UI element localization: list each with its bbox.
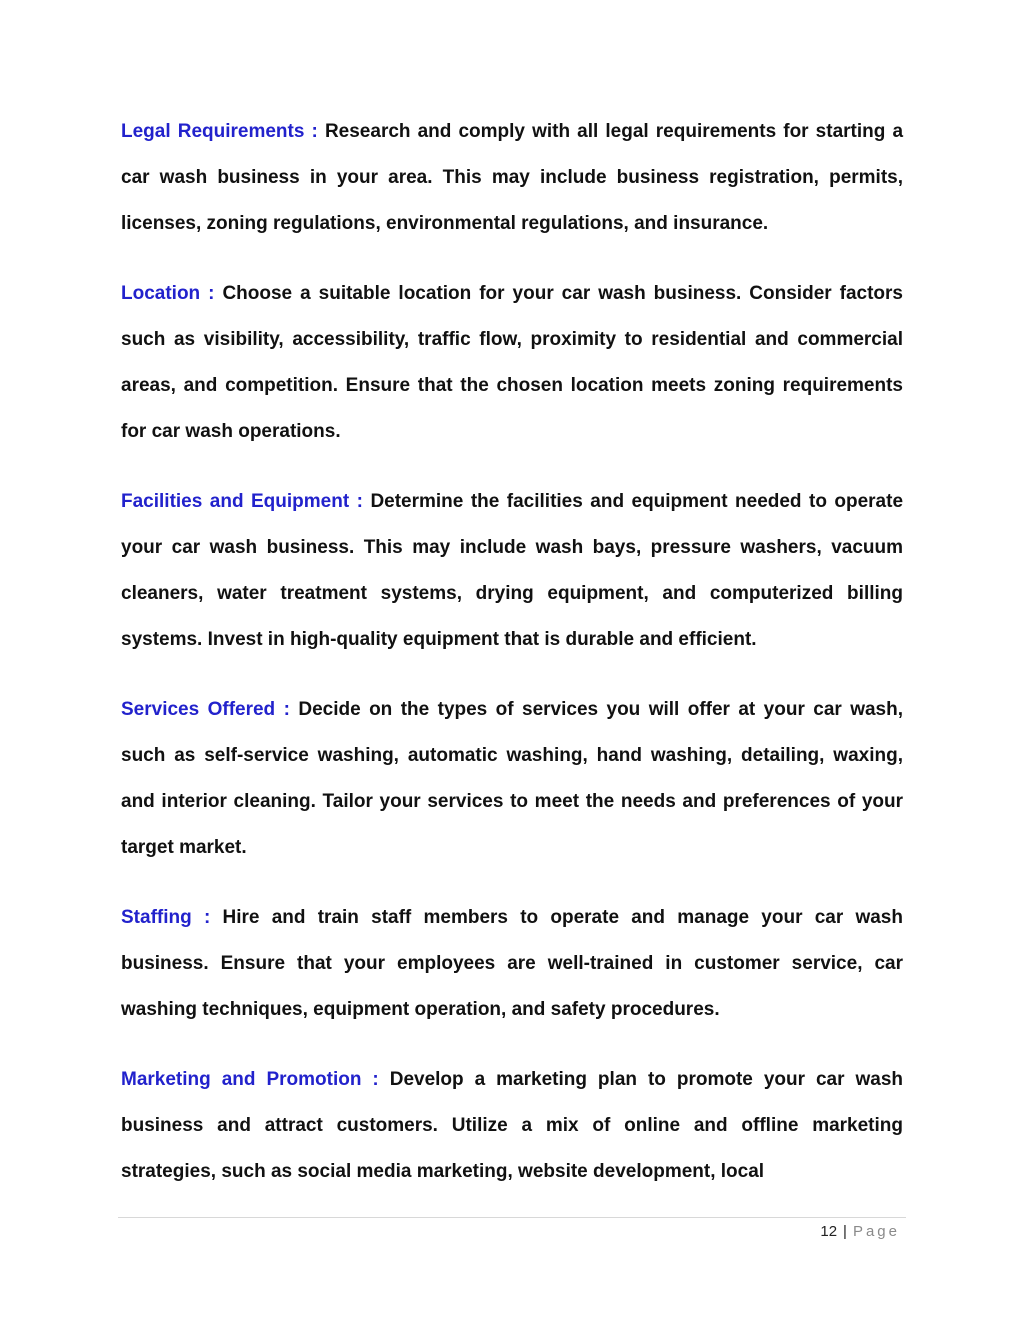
section-label: Services Offered : (121, 699, 290, 720)
section-label: Legal Requirements : (121, 121, 318, 142)
footer-separator: | (843, 1223, 847, 1240)
section-text: Choose a suitable location for your car wash business. Consider factors such as visibility, accessibility, traffic flow, proximity to residential and commercial areas, and competition. Ensure that the chosen location meets zoning requirements for car wash operations. (121, 283, 903, 442)
section-staffing (121, 895, 903, 1033)
section-label: Facilities and Equipment : (121, 491, 363, 512)
footer-divider (118, 1217, 906, 1218)
section-text: Research and comply with all legal requirements for starting a car wash business in your area. This may include business registration, permits, licenses, zoning regulations, environmental regulations, and insurance. (121, 121, 904, 234)
page-word: Page (852, 1223, 900, 1240)
section-text: Decide on the types of services you will offer at your car wash, such as self-service washing, automatic washing, hand washing, detailing, waxing, and interior cleaning. Tailor your services to meet the needs and preferences of your target market. (121, 699, 904, 858)
section-services-offered (121, 687, 903, 871)
section-text: Hire and train staff members to operate and manage your car wash business. Ensure that your employees are well-trained in customer service, car washing techniques, equipment operation, and safety procedures. (121, 907, 903, 1020)
section-marketing-and-promotion (121, 1057, 903, 1195)
section-label: Marketing and Promotion : (121, 1069, 379, 1090)
section-label: Staffing : (121, 907, 211, 928)
section-text: Develop a marketing plan to promote your car wash business and attract customers. Utilize a mix of online and offline marketing strategies, such as social media marketing, website development, local (121, 1069, 903, 1182)
page-footer (820, 1220, 900, 1244)
page-number: 12 (820, 1223, 838, 1240)
section-label: Location : (121, 283, 215, 304)
section-facilities-and-equipment (121, 479, 903, 663)
page-content (121, 109, 903, 1219)
section-text: Determine the facilities and equipment needed to operate your car wash business. This may include wash bays, pressure washers, vacuum cleaners, water treatment systems, drying equipment, and computerized billing systems. Invest in high-quality equipment that is durable and efficient. (121, 491, 904, 650)
section-location (121, 271, 903, 455)
section-legal-requirements (121, 109, 903, 247)
